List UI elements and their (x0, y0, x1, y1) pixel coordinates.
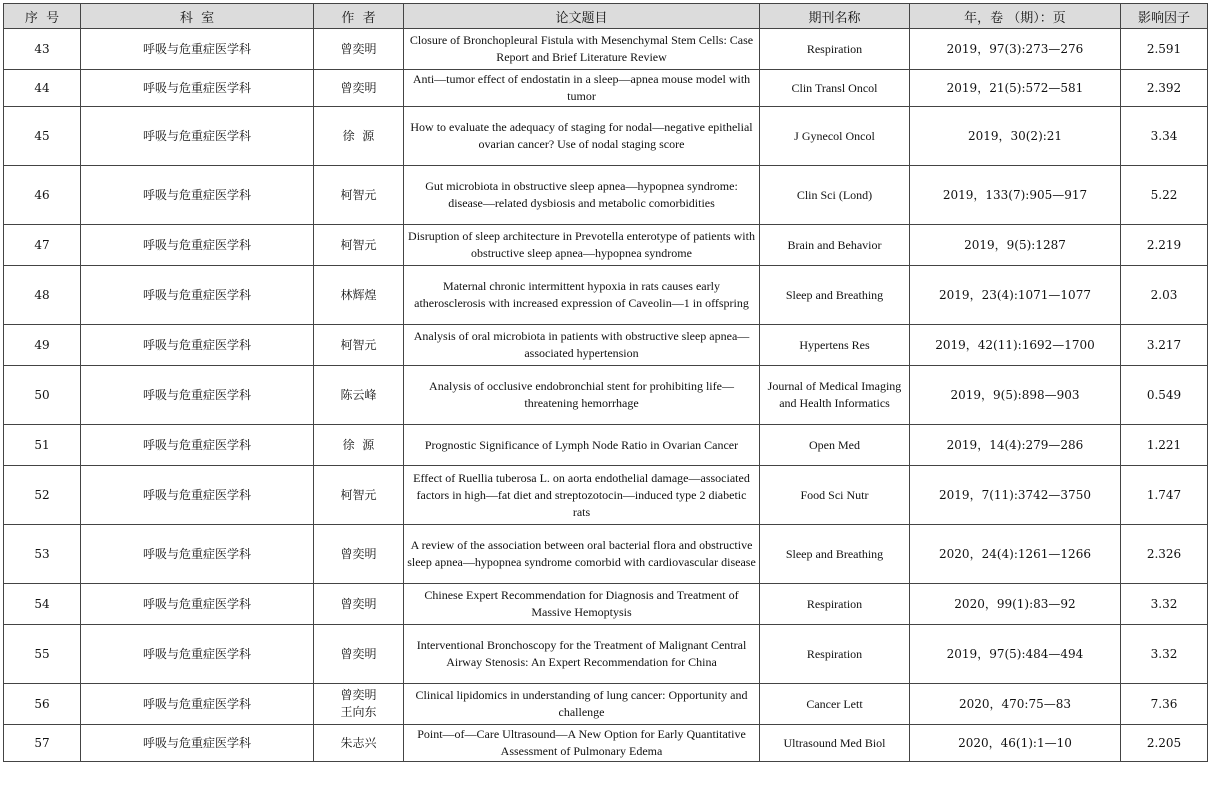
cell-impact: 1.747 (1121, 466, 1208, 525)
cell-no: 49 (4, 325, 81, 366)
cell-journal: Journal of Medical Imaging and Health Informatics (760, 366, 910, 425)
cell-dept: 呼吸与危重症医学科 (81, 625, 314, 684)
cell-title: Anti—tumor effect of endostatin in a sleep—apnea mouse model with tumor (404, 70, 760, 107)
cell-title: Chinese Expert Recommendation for Diagnosis and Treatment of Massive Hemoptysis (404, 584, 760, 625)
cell-title: A review of the association between oral bacterial flora and obstructive sleep apnea—hypopnea syndrome comorbid with cardiovascular disease (404, 525, 760, 584)
cell-impact: 1.221 (1121, 425, 1208, 466)
cell-impact: 2.205 (1121, 725, 1208, 762)
cell-impact: 0.549 (1121, 366, 1208, 425)
cell-dept: 呼吸与危重症医学科 (81, 29, 314, 70)
cell-journal: Respiration (760, 29, 910, 70)
cell-no: 46 (4, 166, 81, 225)
cell-author: 曾奕明 王向东 (314, 684, 404, 725)
cell-dept: 呼吸与危重症医学科 (81, 525, 314, 584)
cell-journal: Ultrasound Med Biol (760, 725, 910, 762)
cell-journal: Hypertens Res (760, 325, 910, 366)
cell-dept: 呼吸与危重症医学科 (81, 584, 314, 625)
cell-dept: 呼吸与危重症医学科 (81, 266, 314, 325)
cell-dept: 呼吸与危重症医学科 (81, 325, 314, 366)
cell-volume: 2020，24(4):1261—1266 (910, 525, 1121, 584)
cell-author: 陈云峰 (314, 366, 404, 425)
cell-dept: 呼吸与危重症医学科 (81, 107, 314, 166)
cell-title: Maternal chronic intermittent hypoxia in rats causes early atherosclerosis with increased expression of Caveolin—1 in offspring (404, 266, 760, 325)
cell-author: 柯智元 (314, 466, 404, 525)
cell-no: 47 (4, 225, 81, 266)
cell-dept: 呼吸与危重症医学科 (81, 725, 314, 762)
cell-volume: 2019，42(11):1692—1700 (910, 325, 1121, 366)
cell-author: 曾奕明 (314, 70, 404, 107)
cell-no: 43 (4, 29, 81, 70)
table-row (4, 29, 1208, 70)
header-author: 作 者 (314, 4, 404, 29)
cell-impact: 2.219 (1121, 225, 1208, 266)
cell-journal: Respiration (760, 584, 910, 625)
cell-volume: 2019，21(5):572—581 (910, 70, 1121, 107)
cell-dept: 呼吸与危重症医学科 (81, 225, 314, 266)
cell-no: 51 (4, 425, 81, 466)
cell-volume: 2020，99(1):83—92 (910, 584, 1121, 625)
cell-author: 曾奕明 (314, 29, 404, 70)
cell-journal: Brain and Behavior (760, 225, 910, 266)
cell-impact: 2.591 (1121, 29, 1208, 70)
cell-volume: 2019，30(2):21 (910, 107, 1121, 166)
cell-volume: 2019，23(4):1071—1077 (910, 266, 1121, 325)
cell-no: 54 (4, 584, 81, 625)
cell-journal: Food Sci Nutr (760, 466, 910, 525)
header-volume: 年，卷 （期）：页 (910, 4, 1121, 29)
cell-title: Point—of—Care Ultrasound—A New Option for Early Quantitative Assessment of Pulmonary Edema (404, 725, 760, 762)
publication-table (3, 3, 1208, 762)
table-row (4, 325, 1208, 366)
table-row (4, 70, 1208, 107)
table-row (4, 525, 1208, 584)
cell-journal: Sleep and Breathing (760, 266, 910, 325)
cell-journal: Open Med (760, 425, 910, 466)
table-row (4, 684, 1208, 725)
table-row (4, 725, 1208, 762)
cell-journal: Sleep and Breathing (760, 525, 910, 584)
cell-volume: 2019，9(5):1287 (910, 225, 1121, 266)
cell-volume: 2020，470:75—83 (910, 684, 1121, 725)
cell-author: 林辉煌 (314, 266, 404, 325)
cell-author: 曾奕明 (314, 584, 404, 625)
cell-impact: 2.03 (1121, 266, 1208, 325)
table-row (4, 266, 1208, 325)
cell-no: 50 (4, 366, 81, 425)
cell-impact: 7.36 (1121, 684, 1208, 725)
cell-dept: 呼吸与危重症医学科 (81, 466, 314, 525)
cell-author: 朱志兴 (314, 725, 404, 762)
cell-author: 徐 源 (314, 107, 404, 166)
table-row (4, 466, 1208, 525)
cell-volume: 2020，46(1):1—10 (910, 725, 1121, 762)
header-journal: 期刊名称 (760, 4, 910, 29)
cell-dept: 呼吸与危重症医学科 (81, 366, 314, 425)
cell-impact: 3.217 (1121, 325, 1208, 366)
cell-author: 曾奕明 (314, 625, 404, 684)
cell-dept: 呼吸与危重症医学科 (81, 166, 314, 225)
cell-no: 52 (4, 466, 81, 525)
cell-title: Gut microbiota in obstructive sleep apnea—hypopnea syndrome: disease—related dysbiosis and metabolic comorbidities (404, 166, 760, 225)
cell-no: 44 (4, 70, 81, 107)
cell-impact: 3.34 (1121, 107, 1208, 166)
header-row (4, 4, 1208, 29)
cell-no: 53 (4, 525, 81, 584)
cell-no: 45 (4, 107, 81, 166)
cell-impact: 5.22 (1121, 166, 1208, 225)
cell-title: Analysis of occlusive endobronchial stent for prohibiting life—threatening hemorrhage (404, 366, 760, 425)
table-row (4, 584, 1208, 625)
cell-title: Analysis of oral microbiota in patients with obstructive sleep apnea—associated hypertension (404, 325, 760, 366)
cell-volume: 2019，14(4):279—286 (910, 425, 1121, 466)
cell-title: How to evaluate the adequacy of staging for nodal—negative epithelial ovarian cancer? Use of nodal staging score (404, 107, 760, 166)
cell-no: 57 (4, 725, 81, 762)
header-no: 序 号 (4, 4, 81, 29)
cell-title: Clinical lipidomics in understanding of lung cancer: Opportunity and challenge (404, 684, 760, 725)
cell-volume: 2019，9(5):898—903 (910, 366, 1121, 425)
table-row (4, 625, 1208, 684)
header-dept: 科 室 (81, 4, 314, 29)
cell-journal: Clin Transl Oncol (760, 70, 910, 107)
cell-dept: 呼吸与危重症医学科 (81, 70, 314, 107)
table-row (4, 107, 1208, 166)
cell-volume: 2019，133(7):905—917 (910, 166, 1121, 225)
cell-title: Closure of Bronchopleural Fistula with Mesenchymal Stem Cells: Case Report and Brief Literature Review (404, 29, 760, 70)
cell-dept: 呼吸与危重症医学科 (81, 425, 314, 466)
cell-title: Interventional Bronchoscopy for the Treatment of Malignant Central Airway Stenosis: An Expert Recommendation for China (404, 625, 760, 684)
table-row (4, 166, 1208, 225)
cell-dept: 呼吸与危重症医学科 (81, 684, 314, 725)
cell-no: 48 (4, 266, 81, 325)
cell-author: 柯智元 (314, 225, 404, 266)
cell-journal: J Gynecol Oncol (760, 107, 910, 166)
cell-impact: 2.326 (1121, 525, 1208, 584)
cell-author: 柯智元 (314, 166, 404, 225)
cell-title: Prognostic Significance of Lymph Node Ratio in Ovarian Cancer (404, 425, 760, 466)
cell-author: 徐 源 (314, 425, 404, 466)
cell-title: Disruption of sleep architecture in Prevotella enterotype of patients with obstructive sleep apnea—hypopnea syndrome (404, 225, 760, 266)
cell-journal: Clin Sci (Lond) (760, 166, 910, 225)
cell-author: 柯智元 (314, 325, 404, 366)
cell-impact: 3.32 (1121, 625, 1208, 684)
cell-journal: Respiration (760, 625, 910, 684)
cell-impact: 3.32 (1121, 584, 1208, 625)
cell-title: Effect of Ruellia tuberosa L. on aorta endothelial damage—associated factors in high—fat diet and streptozotocin—induced type 2 diabetic rats (404, 466, 760, 525)
table-row (4, 366, 1208, 425)
cell-no: 56 (4, 684, 81, 725)
cell-volume: 2019，97(5):484—494 (910, 625, 1121, 684)
cell-no: 55 (4, 625, 81, 684)
table-body (4, 29, 1208, 762)
cell-impact: 2.392 (1121, 70, 1208, 107)
header-impact: 影响因子 (1121, 4, 1208, 29)
table-row (4, 225, 1208, 266)
header-title: 论文题目 (404, 4, 760, 29)
cell-volume: 2019，7(11):3742—3750 (910, 466, 1121, 525)
cell-author: 曾奕明 (314, 525, 404, 584)
table-row (4, 425, 1208, 466)
cell-journal: Cancer Lett (760, 684, 910, 725)
cell-volume: 2019，97(3):273—276 (910, 29, 1121, 70)
